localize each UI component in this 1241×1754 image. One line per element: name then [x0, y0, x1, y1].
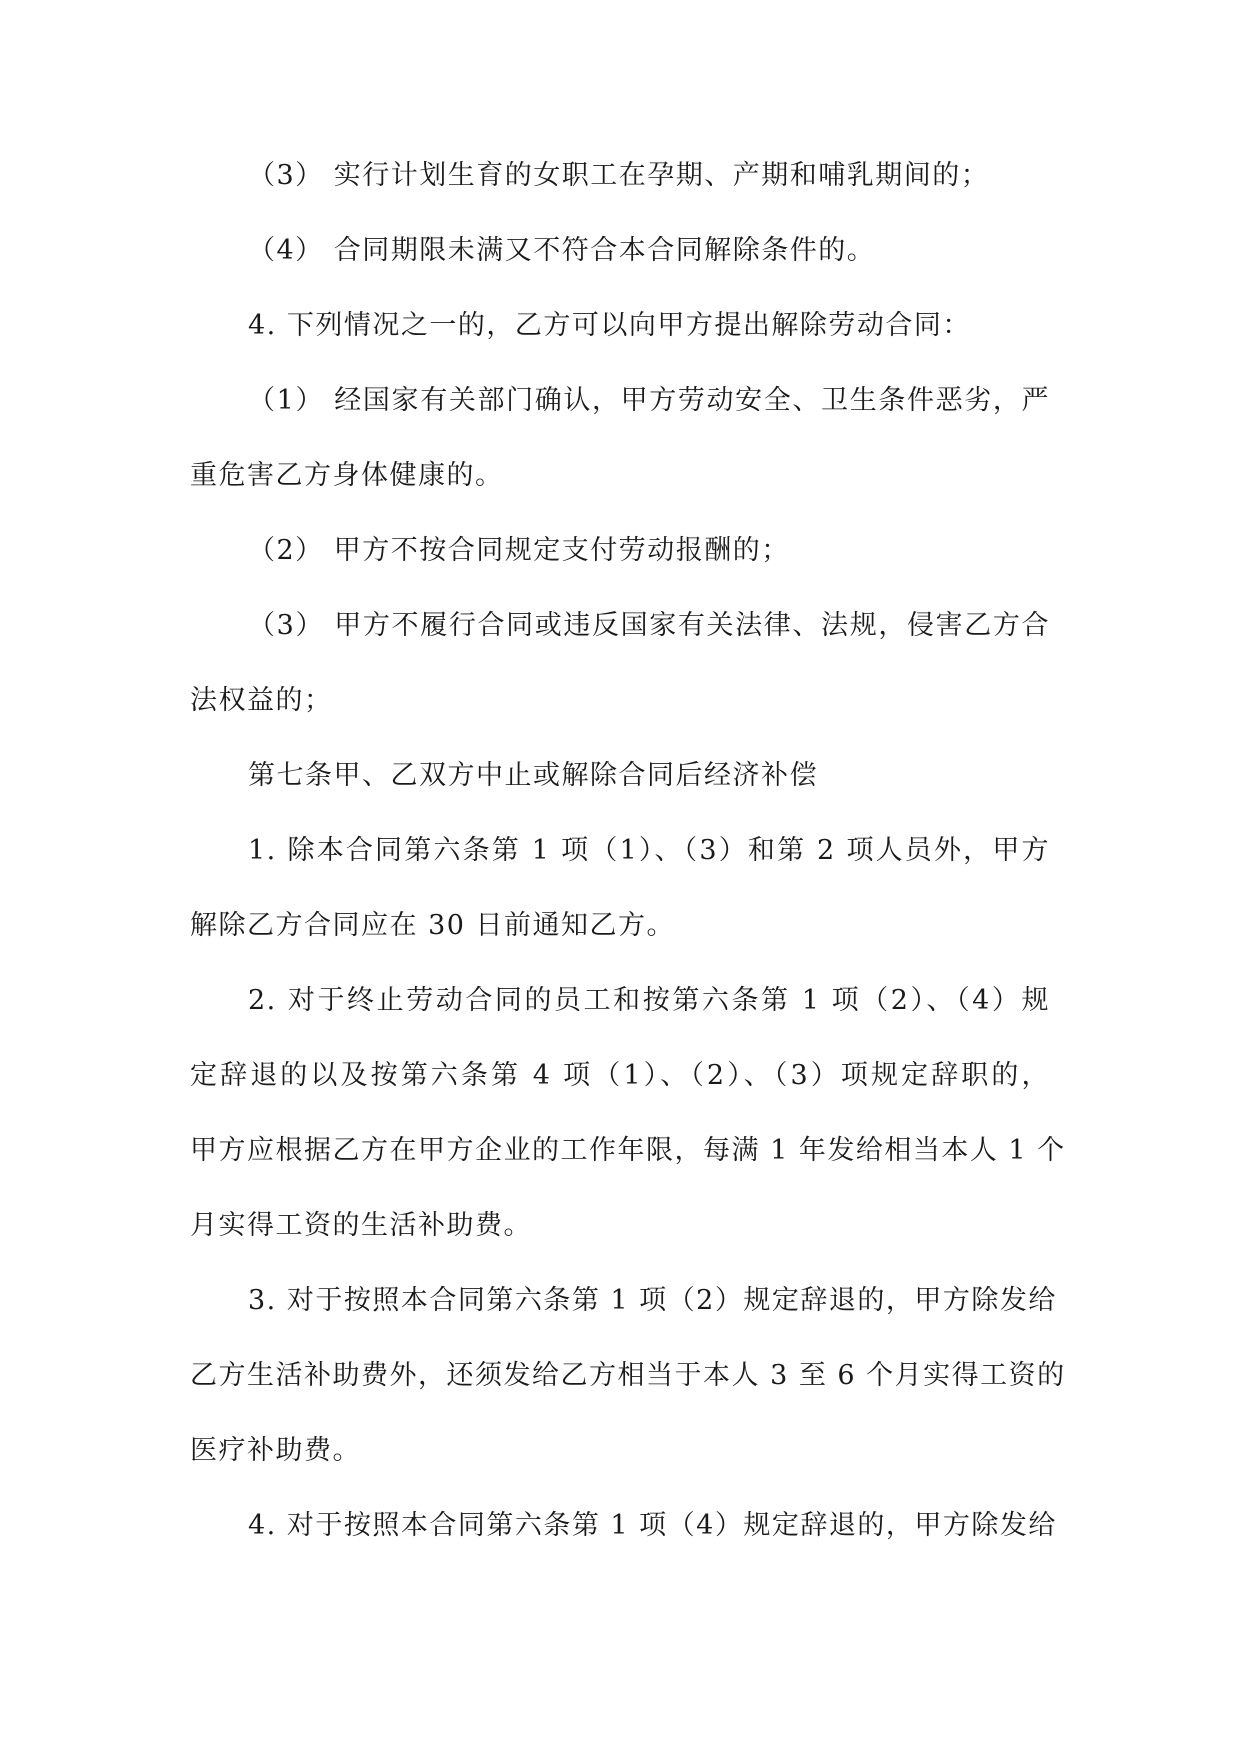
clause-continuation-line: 法权益的； — [190, 685, 333, 716]
clause-continuation-line: 解除乙方合同应在 30 日前通知乙方。 — [190, 910, 676, 941]
clause-item-line: 4. 对于按照本合同第六条第 1 项（4）规定辞退的，甲方除发给 — [248, 1510, 1057, 1541]
clause-item-line: 3. 对于按照本合同第六条第 1 项（2）规定辞退的，甲方除发给 — [248, 1285, 1057, 1316]
clause-continuation-line: 重危害乙方身体健康的。 — [190, 460, 504, 491]
clause-item-line: （4） 合同期限未满又不符合本合同解除条件的。 — [248, 235, 876, 266]
clause-continuation-line: 月实得工资的生活补助费。 — [190, 1210, 532, 1241]
clause-item-line: （2） 甲方不按合同规定支付劳动报酬的； — [248, 535, 790, 566]
clause-continuation-line: 医疗补助费。 — [190, 1435, 361, 1466]
clause-continuation-line: 乙方生活补助费外，还须发给乙方相当于本人 3 至 6 个月实得工资的 — [190, 1360, 1066, 1391]
article-heading: 第七条甲、乙双方中止或解除合同后经济补偿 — [248, 760, 818, 791]
clause-item-line: 2. 对于终止劳动合同的员工和按第六条第 1 项（2）、（4）规 — [248, 985, 1050, 1016]
clause-continuation-line: 定辞退的以及按第六条第 4 项（1）、（2）、（3）项规定辞职的， — [190, 1060, 1050, 1091]
clause-item-line: 1. 除本合同第六条第 1 项（1）、（3）和第 2 项人员外，甲方 — [248, 835, 1050, 866]
clause-heading-line: 4. 下列情况之一的，乙方可以向甲方提出解除劳动合同： — [248, 310, 971, 341]
clause-item-line: （1） 经国家有关部门确认，甲方劳动安全、卫生条件恶劣，严 — [248, 385, 1050, 416]
document-body — [190, 138, 1066, 1563]
clause-item-line: （3） 甲方不履行合同或违反国家有关法律、法规，侵害乙方合 — [248, 610, 1050, 641]
clause-item-line: （3） 实行计划生育的女职工在孕期、产期和哺乳期间的； — [248, 160, 990, 191]
clause-continuation-line: 甲方应根据乙方在甲方企业的工作年限，每满 1 年发给相当本人 1 个 — [190, 1135, 1066, 1166]
